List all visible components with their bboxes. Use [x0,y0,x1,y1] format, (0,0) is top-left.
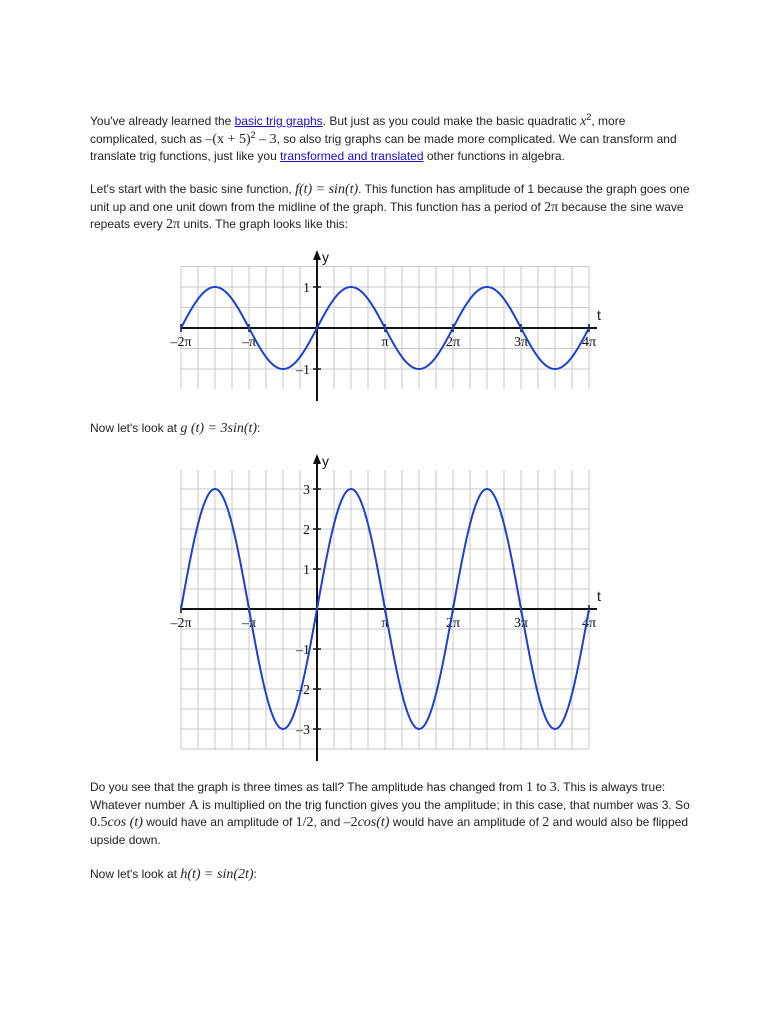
amp-text-5: would have an amplitude of [142,815,296,829]
amp-one: 1 [526,780,534,795]
x-tick-label: –π [241,335,257,350]
sine-text-2: . This function has amplitude of 1 because the graph goes one unit up and one unit down from the midline of the graph. This function has a period of [90,182,690,214]
x-tick-label: –2π [170,335,192,350]
g-text-1: Now let's look at [90,421,181,435]
amp-neg2: –2 [343,815,358,830]
amp-cos1: cos (t) [107,815,143,830]
amp-half-value: 1/2 [295,815,314,830]
amp-half: 0.5 [90,815,108,830]
amp-text-8: and would also be flipped upside down. [90,815,689,847]
amp-three: 3 [549,780,557,795]
x-tick-label: 4π [581,616,597,631]
quadratic-expression: –(x + 5) [205,131,251,147]
x-axis-label: t [597,307,601,323]
amp-text-4: is multiplied on the trig function gives you the amplitude; in this case, that number was 3. So [198,797,690,812]
amp-text-6: , and [313,815,344,829]
basic-trig-graphs-link[interactable]: basic trig graphs [234,114,323,128]
g-definition: g (t) = 3sin(t) [180,421,258,436]
quadratic-x: x [580,114,587,129]
x-axis-label: t [597,588,601,604]
sine-text-1: Let's start with the basic sine function, [90,182,296,196]
amplitude-paragraph [90,779,690,849]
g-text-2: : [257,421,261,435]
quadratic-expression-tail: – 3 [255,131,277,147]
x-tick-label: –2π [170,616,192,631]
f-definition: f(t) = sin(t) [295,182,359,197]
y-axis-arrow [313,454,321,464]
x-tick-label: π [381,616,389,631]
y-tick-label: –3 [296,723,310,738]
amp-two: 2 [542,815,550,830]
period-value: 2π [544,199,559,215]
amp-A: A [188,797,199,813]
intro-text-4: , so also trig graphs can be made more complicated. We can transform and translate trig functions, just like you [90,131,677,163]
intro-text-3: , more complicated, such as [90,114,626,146]
amp-cos2: cos(t) [357,815,390,830]
h-text-2: : [253,867,257,881]
y-axis-label: y [322,249,329,265]
x-tick-label: 3π [513,335,529,350]
y-tick-label: –1 [296,363,310,378]
x-tick-label: –π [241,616,257,631]
sine-text-3: because the sine wave repeats every [90,199,684,231]
amp-text-1: Do you see that the graph is three times as tall? The amplitude has changed from [90,780,527,794]
y-tick-label: –1 [296,643,310,658]
transformed-translated-link[interactable]: transformed and translated [280,149,424,163]
y-tick-label: 2 [303,523,310,538]
x-tick-label: 2π [445,335,461,350]
period-value-2: 2π [166,217,181,232]
sine-text-4: units. The graph looks like this: [180,217,348,231]
h-text-1: Now let's look at [90,867,181,881]
quadratic-expression-exponent: 2 [250,129,256,140]
quadratic-exponent: 2 [586,112,592,122]
y-tick-label: 3 [303,483,310,498]
h-paragraph [90,866,690,884]
x-tick-label: 4π [581,335,597,350]
x-tick-label: 3π [513,616,529,631]
h-definition: h(t) = sin(2t) [180,867,254,882]
amp-text-2: to [533,780,550,794]
intro-text-1: You've already learned the [90,114,235,128]
y-tick-label: 1 [303,563,310,578]
y-tick-label: –2 [296,683,310,698]
intro-text-2: . But just as you could make the basic quadratic [322,114,581,128]
amp-text-7: would have an amplitude of [389,815,543,829]
x-tick-label: 2π [445,616,461,631]
x-tick-label: π [381,335,389,350]
amp-text-3: . This is always true: Whatever number [90,780,666,812]
y-axis-label: y [322,453,329,469]
y-tick-label: 1 [303,281,310,296]
intro-text-5: other functions in algebra. [423,149,565,163]
